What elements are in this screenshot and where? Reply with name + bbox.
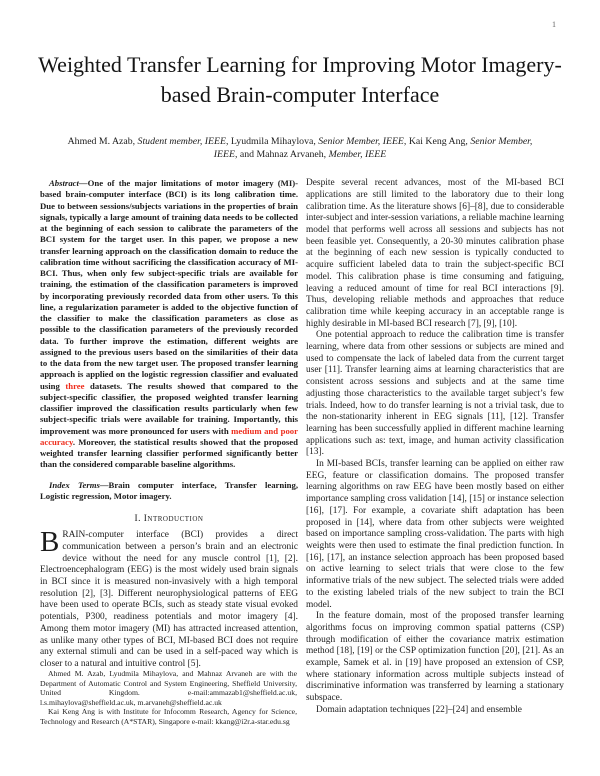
author-name: , Lyudmila Mihaylova,	[225, 136, 319, 147]
index-terms-text: Brain computer interface, Transfer learning, Logistic regression, Motor imagery.	[40, 479, 299, 501]
author-role: Senior Member, IEEE	[213, 136, 533, 160]
abstract	[40, 178, 298, 471]
author-affiliation-footnote	[40, 669, 297, 726]
abstract-text: One of the major limitations of motor imagery (MI)-based brain-computer interface (BCI) is its long calibration time. Due to between sessions/subjects variations in the properties of brain signals, typically a large amount of training data needs to be collected at the beginning of each session to calibrate the parameters of the BCI system for the target user. In this paper, we propose a new transfer learning approach on the classification domain to reduce the calibration time without sacrificing the classification accuracy of MI-BCI. Thus, when only few subject-specific trials are available for training, the estimation of the classification parameters is improved by incorporating previously recorded data from other users. To this line, a regularization parameter is added to the objective function of the classifier to make the classification parameters as close as possible to the classification parameters of the previously recorded data. To further improve the estimation, different weights are assigned to the previous users based on the similarities of their data to the data from the new target user. The proposed transfer learning approach is applied on the logistic regression classifier and evaluated using	[40, 178, 298, 391]
introduction-paragraph	[40, 526, 298, 670]
author-role: Member, IEEE	[328, 148, 387, 160]
two-column-body	[40, 178, 564, 716]
abstract-text: datasets. The results showed that compared to the subject-specific classifier, the proposed weighted transfer learning classifier improved the classification results particularly when few subject-specific trials were available for training. Importantly, this improvement was more pronounced for users with	[40, 380, 298, 436]
author-name: Ahmed M. Azab,	[67, 136, 138, 147]
abstract-text: . Moreover, the statistical results showed that the proposed weighted transfer learning classifier performed significantly better than the considered comparable baseline algorithms.	[40, 436, 298, 470]
body-paragraph: Despite several recent advances, most of the MI-based BCI applications are still limited to the laboratory due to their long calibration time. As the literature shows [6]–[8], due to considerable inter-subject and inter-session variations, a reliable machine learning model that performs well across all sessions and subjects has not been feasible yet. Consequently, a 20-30 minutes calibration phase at the beginning of each new session is typically conducted to acquire sufficient labeled data to train the subject-specific BCI model. This calibration phase is time consuming and fatiguing, leaving a reduced amount of time for real BCI interactions [9]. Thus, developing reliable methods and approaches that reduce calibration time while keeping accuracy in an acceptable range is highly desirable in MI-based BCI research [7], [9], [10].	[306, 178, 564, 329]
footnote-paragraph: Kai Keng Ang is with Institute for Infocomm Research, Agency for Science, Technology and Research (A*STAR), Singapore e-mail: kkang@i2r.a-star.edu.sg	[40, 707, 297, 726]
body-paragraph: In the feature domain, most of the proposed transfer learning algorithms focus on improving common spatial patterns (CSP) through modification of either the covariance matrix estimation method [18], [19] or the CSP optimization function [20], [21]. As an example, Samek et al. in [19] have proposed an extension of CSP, where stationary information across multiple subjects instead of discriminative information was transferred by learning a stationary subspace.	[306, 611, 564, 704]
author-name: , and Mahnaz Arvaneh,	[234, 148, 329, 160]
author-role: Student member, IEEE	[137, 136, 226, 147]
page-number: 1	[552, 20, 556, 29]
body-paragraph: Domain adaptation techniques [22]–[24] and ensemble	[316, 704, 522, 715]
body-paragraph: In MI-based BCIs, transfer learning can be applied on either raw EEG, feature or classification domains. The proposed transfer learning algorithms on raw EEG have been mostly based on either importance sampling cross validation [14], [15] or instance selection [16], [17]. For example, a covariate shift adaptation has been proposed in [14], where data from other subjects were weighted based on importance sampling cross-validation. The parts with high weights were then used to estimate the final prediction function. In [16], [17], an instance selection approach has been proposed based on active learning to select trials that were close to the few informative trials of the new subject. The selected trials were added to the existing labeled trials of the new subject to train the BCI model.	[306, 459, 564, 610]
author-line	[63, 136, 537, 161]
dropcap: B	[40, 526, 60, 559]
right-column	[306, 178, 564, 716]
left-column	[40, 178, 298, 716]
footnote-paragraph: Ahmed M. Azab, Lyudmila Mihaylova, and Mahnaz Arvaneh are with the Department of Automatic Control and System Engineering, Sheffield University, United Kingdom. e-mail:ammazab1@sheffield.ac.uk, l.s.mihaylova@sheffield.ac.uk, m.arvaneh@sheffield.ac.uk	[40, 669, 297, 707]
paper-title: Weighted Transfer Learning for Improving Motor Imagery-based Brain-computer Interface	[38, 52, 562, 107]
abstract-highlight: medium and poor accuracy	[40, 425, 298, 447]
introduction-text: RAIN-computer interface (BCI) provides a direct communication between a person’s brain and an electronic device without the need for any muscle control [1], [2]. Electroencephalogram (EEG) is the most widely used brain signals in BCI since it is measured non-invasively with a high temporal resolution [2], [3]. Different neurophysiological patterns of EEG have been used to operate BCIs, such as steady state visual evoked potentials, P300, readiness potentials and motor imagery [4]. Among them motor imagery (MI) has attracted increased attention, as unlike many other types of BCI, MI-based BCI does not require any external stimuli and can be used in a self-paced way which is closer to a natural and intuitive control [5].	[40, 530, 298, 669]
index-terms	[40, 480, 298, 503]
body-paragraph: One potential approach to reduce the calibration time is transfer learning, where data from other sessions or subjects are mined and used to compensate the lack of labeled data from the current target user [11]. Transfer learning aims at learning characteristics that are consistent across sessions and subjects and at the same time adjusting those characteristics to the available target subject’s few trials. Indeed, how to do transfer learning is not a trivial task, due to the non-stationarity inherent in EEG signals [11], [12]. Transfer learning has been successfully applied in different machine learning applications such as: text, image, and human activity classification [13].	[306, 330, 564, 458]
abstract-label: Abstract—	[49, 178, 88, 189]
author-role: Senior Member, IEEE	[318, 136, 404, 147]
index-terms-label: Index Terms—	[49, 479, 109, 490]
abstract-highlight: three	[65, 380, 85, 391]
section-heading-introduction: I. Introduction	[134, 514, 204, 525]
author-name: , Kai Keng Ang,	[403, 136, 471, 147]
